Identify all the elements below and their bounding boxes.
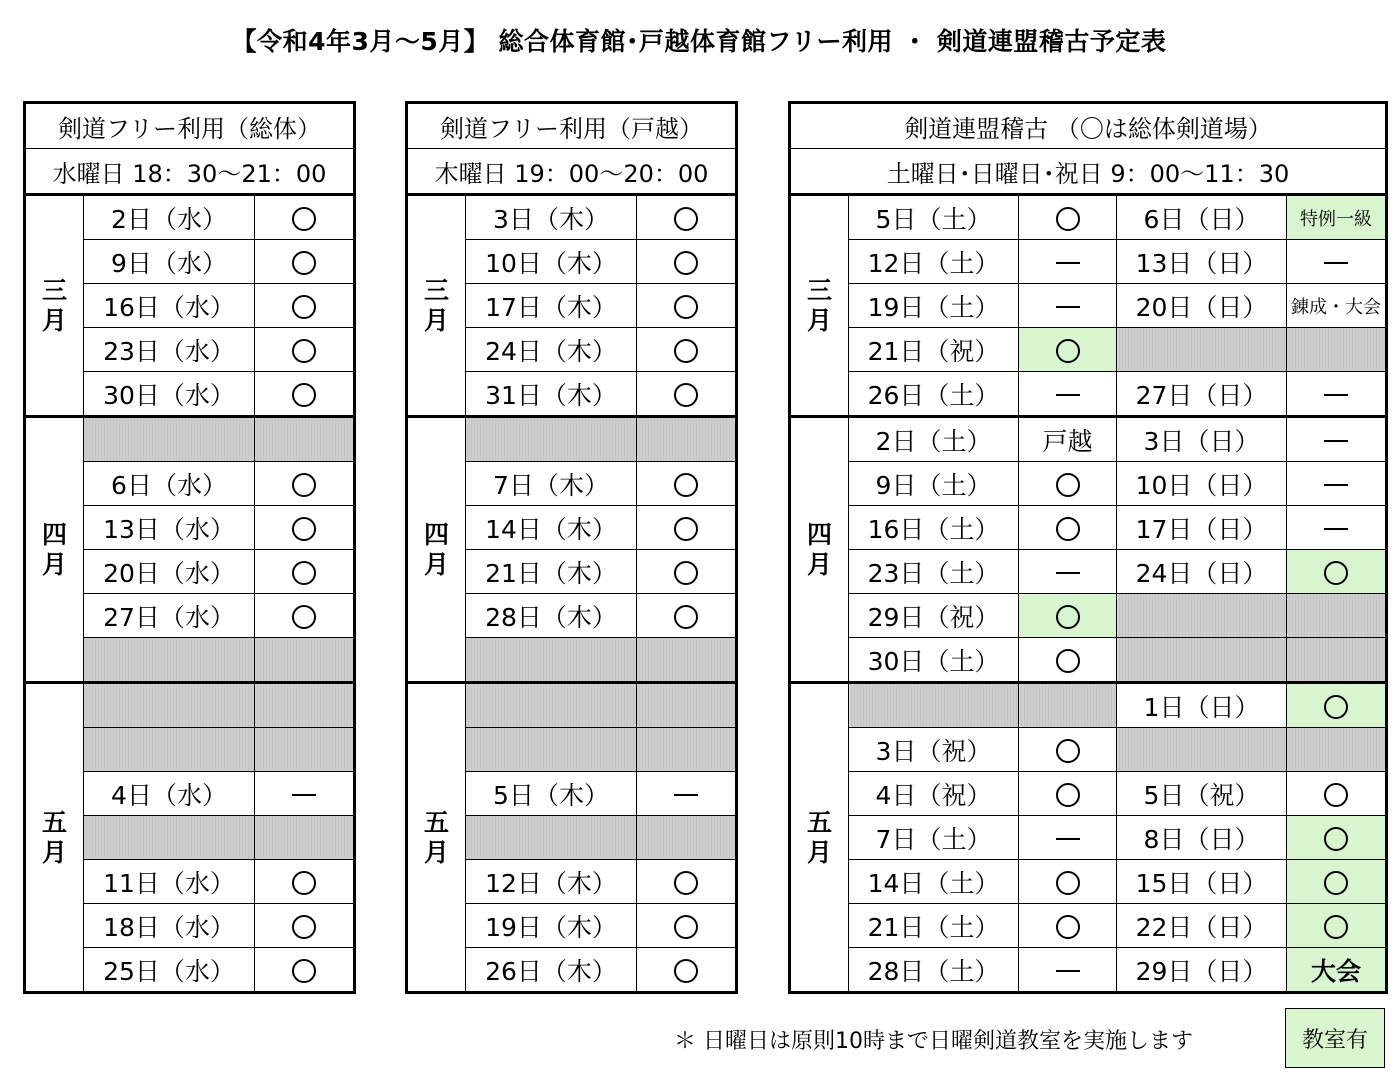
circle-mark-icon	[292, 473, 316, 497]
dash-mark-icon	[1056, 306, 1080, 309]
dash-mark-icon	[1324, 394, 1348, 397]
dash-mark-icon	[1324, 262, 1348, 265]
date-cell: 8日（日）	[1117, 816, 1287, 860]
date-cell: 7日（木）	[466, 462, 637, 506]
table-row	[790, 638, 1387, 683]
date-cell: 4日（祝）	[849, 772, 1019, 816]
schedule-time: 水曜日 18：30～21：00	[25, 149, 355, 195]
closed-cell	[1287, 328, 1387, 372]
circle-mark-icon	[674, 383, 698, 407]
table-row	[790, 683, 1387, 728]
date-cell: 5日（土）	[849, 195, 1019, 240]
circle-mark-icon	[292, 871, 316, 895]
circle-mark-icon	[674, 915, 698, 939]
circle-mark-icon	[674, 605, 698, 629]
status-cell	[637, 372, 737, 417]
status-cell	[255, 328, 355, 372]
date-cell: 28日（木）	[466, 594, 637, 638]
table-row	[790, 816, 1387, 860]
closed-cell	[466, 417, 637, 462]
dash-mark-icon	[1324, 484, 1348, 487]
status-cell	[1019, 728, 1117, 772]
status-cell	[255, 860, 355, 904]
closed-cell	[466, 638, 637, 683]
dash-mark-icon	[1056, 970, 1080, 973]
date-cell: 25日（水）	[84, 948, 255, 993]
closed-cell	[466, 683, 637, 728]
legend-classroom: 教室有	[1285, 1008, 1385, 1068]
circle-mark-icon	[1056, 871, 1080, 895]
table-row	[25, 683, 355, 728]
circle-mark-icon	[1324, 561, 1348, 585]
date-cell: 5日（木）	[466, 772, 637, 816]
circle-mark-icon	[1056, 739, 1080, 763]
status-cell	[1019, 904, 1117, 948]
status-cell	[1019, 772, 1117, 816]
month-label: 五 月	[790, 683, 849, 993]
date-cell: 3日（祝）	[849, 728, 1019, 772]
dash-mark-icon	[1324, 440, 1348, 443]
month-label: 四 月	[25, 417, 84, 683]
table-free-use-togoshi	[405, 101, 738, 994]
date-cell: 7日（土）	[849, 816, 1019, 860]
status-cell	[1287, 417, 1387, 462]
status-cell	[255, 550, 355, 594]
circle-mark-icon	[1056, 783, 1080, 807]
dash-mark-icon	[1056, 838, 1080, 841]
table-header: 剣道フリー利用（戸越）	[407, 103, 737, 149]
closed-cell	[1287, 638, 1387, 683]
closed-cell	[1117, 728, 1287, 772]
status-text-cell: 特例一級	[1287, 195, 1387, 240]
date-cell: 13日（日）	[1117, 240, 1287, 284]
circle-mark-icon	[1056, 915, 1080, 939]
table-row	[790, 728, 1387, 772]
circle-mark-icon	[1056, 649, 1080, 673]
date-cell: 19日（木）	[466, 904, 637, 948]
circle-mark-icon	[674, 251, 698, 275]
date-cell: 23日（水）	[84, 328, 255, 372]
closed-cell	[84, 417, 255, 462]
status-cell	[637, 195, 737, 240]
date-cell: 14日（土）	[849, 860, 1019, 904]
status-cell	[637, 772, 737, 816]
date-cell: 24日（木）	[466, 328, 637, 372]
date-cell: 17日（日）	[1117, 506, 1287, 550]
circle-mark-icon	[292, 517, 316, 541]
date-cell: 13日（水）	[84, 506, 255, 550]
status-cell	[1019, 948, 1117, 993]
status-cell	[255, 594, 355, 638]
status-text-cell: 大会	[1287, 948, 1387, 993]
closed-cell	[849, 683, 1019, 728]
closed-cell	[637, 683, 737, 728]
status-cell	[1287, 550, 1387, 594]
closed-cell	[1287, 728, 1387, 772]
status-text-cell: 戸越	[1019, 417, 1117, 462]
status-cell	[1019, 550, 1117, 594]
dash-mark-icon	[292, 794, 316, 797]
date-cell: 1日（日）	[1117, 683, 1287, 728]
date-cell: 12日（木）	[466, 860, 637, 904]
date-cell: 24日（日）	[1117, 550, 1287, 594]
status-cell	[637, 240, 737, 284]
closed-cell	[255, 728, 355, 772]
closed-cell	[84, 816, 255, 860]
month-label: 三 月	[407, 195, 466, 417]
circle-mark-icon	[292, 339, 316, 363]
status-cell	[255, 948, 355, 993]
status-cell	[1287, 904, 1387, 948]
status-cell	[1287, 860, 1387, 904]
date-cell: 19日（土）	[849, 284, 1019, 328]
status-cell	[255, 772, 355, 816]
date-cell: 12日（土）	[849, 240, 1019, 284]
table-row	[407, 683, 737, 728]
circle-mark-icon	[292, 295, 316, 319]
table-row	[790, 328, 1387, 372]
date-cell: 9日（水）	[84, 240, 255, 284]
closed-cell	[637, 816, 737, 860]
date-cell: 30日（水）	[84, 372, 255, 417]
closed-cell	[255, 816, 355, 860]
status-cell	[1019, 860, 1117, 904]
status-cell	[1287, 683, 1387, 728]
circle-mark-icon	[1056, 517, 1080, 541]
status-cell	[1019, 462, 1117, 506]
date-cell: 10日（木）	[466, 240, 637, 284]
status-cell	[255, 372, 355, 417]
status-cell	[637, 948, 737, 993]
closed-cell	[255, 638, 355, 683]
table-row	[790, 240, 1387, 284]
closed-cell	[84, 683, 255, 728]
dash-mark-icon	[1324, 528, 1348, 531]
month-label: 三 月	[790, 195, 849, 417]
date-cell: 26日（土）	[849, 372, 1019, 417]
status-cell	[1019, 284, 1117, 328]
date-cell: 28日（土）	[849, 948, 1019, 993]
date-cell: 30日（土）	[849, 638, 1019, 683]
table-row	[790, 417, 1387, 462]
footnote: ＊ 日曜日は原則10時まで日曜剣道教室を実施します	[674, 1029, 1193, 1054]
status-cell	[637, 328, 737, 372]
circle-mark-icon	[674, 207, 698, 231]
circle-mark-icon	[1324, 783, 1348, 807]
date-cell: 26日（木）	[466, 948, 637, 993]
table-row	[790, 284, 1387, 328]
status-cell	[1287, 462, 1387, 506]
status-cell	[1019, 372, 1117, 417]
date-cell: 21日（祝）	[849, 328, 1019, 372]
date-cell: 23日（土）	[849, 550, 1019, 594]
circle-mark-icon	[1056, 473, 1080, 497]
circle-mark-icon	[674, 339, 698, 363]
circle-mark-icon	[1056, 207, 1080, 231]
date-cell: 2日（土）	[849, 417, 1019, 462]
month-label: 四 月	[407, 417, 466, 683]
table-row	[790, 550, 1387, 594]
status-cell	[1019, 506, 1117, 550]
month-label: 五 月	[407, 683, 466, 993]
status-cell	[1287, 240, 1387, 284]
dash-mark-icon	[674, 794, 698, 797]
status-text-cell: 錬成・大会	[1287, 284, 1387, 328]
status-cell	[255, 462, 355, 506]
circle-mark-icon	[1056, 339, 1080, 363]
status-cell	[255, 195, 355, 240]
dash-mark-icon	[1056, 262, 1080, 265]
status-cell	[1287, 372, 1387, 417]
status-cell	[637, 860, 737, 904]
date-cell: 21日（土）	[849, 904, 1019, 948]
date-cell: 16日（土）	[849, 506, 1019, 550]
table-row	[790, 772, 1387, 816]
table-row	[790, 372, 1387, 417]
circle-mark-icon	[292, 383, 316, 407]
closed-cell	[466, 728, 637, 772]
closed-cell	[637, 638, 737, 683]
date-cell: 10日（日）	[1117, 462, 1287, 506]
date-cell: 11日（水）	[84, 860, 255, 904]
table-row	[790, 904, 1387, 948]
table-row	[407, 195, 737, 240]
date-cell: 5日（祝）	[1117, 772, 1287, 816]
dash-mark-icon	[1056, 394, 1080, 397]
date-cell: 6日（水）	[84, 462, 255, 506]
date-cell: 29日（日）	[1117, 948, 1287, 993]
status-cell	[637, 462, 737, 506]
status-cell	[255, 506, 355, 550]
date-cell: 17日（木）	[466, 284, 637, 328]
date-cell: 27日（日）	[1117, 372, 1287, 417]
status-cell	[637, 904, 737, 948]
circle-mark-icon	[674, 295, 698, 319]
table-header: 剣道フリー利用（総体）	[25, 103, 355, 149]
date-cell: 18日（水）	[84, 904, 255, 948]
status-cell	[1019, 638, 1117, 683]
status-cell	[1287, 816, 1387, 860]
table-row	[790, 462, 1387, 506]
circle-mark-icon	[292, 207, 316, 231]
circle-mark-icon	[292, 959, 316, 983]
table-header: 剣道連盟稽古 （〇は総体剣道場）	[790, 103, 1387, 149]
status-cell	[255, 240, 355, 284]
month-label: 五 月	[25, 683, 84, 993]
circle-mark-icon	[292, 605, 316, 629]
circle-mark-icon	[1324, 695, 1348, 719]
status-cell	[1019, 816, 1117, 860]
date-cell: 31日（木）	[466, 372, 637, 417]
date-cell: 15日（日）	[1117, 860, 1287, 904]
dash-mark-icon	[1056, 572, 1080, 575]
date-cell: 16日（水）	[84, 284, 255, 328]
status-cell	[1019, 195, 1117, 240]
closed-cell	[1117, 328, 1287, 372]
table-row	[407, 417, 737, 462]
date-cell: 2日（水）	[84, 195, 255, 240]
date-cell: 27日（水）	[84, 594, 255, 638]
circle-mark-icon	[292, 915, 316, 939]
status-cell	[1019, 328, 1117, 372]
circle-mark-icon	[292, 251, 316, 275]
closed-cell	[637, 728, 737, 772]
closed-cell	[466, 816, 637, 860]
table-row	[790, 506, 1387, 550]
table-row	[790, 860, 1387, 904]
table-row	[790, 948, 1387, 993]
page-title: 【令和4年3月～5月】 総合体育館･戸越体育館フリー利用 ・ 剣道連盟稽古予定表	[231, 27, 1167, 56]
status-cell	[637, 594, 737, 638]
circle-mark-icon	[292, 561, 316, 585]
table-free-use-sotai	[23, 101, 356, 994]
status-cell	[637, 506, 737, 550]
date-cell: 3日（日）	[1117, 417, 1287, 462]
schedule-time: 土曜日･日曜日･祝日 9：00～11：30	[790, 149, 1387, 195]
status-cell	[1287, 772, 1387, 816]
closed-cell	[637, 417, 737, 462]
circle-mark-icon	[1324, 871, 1348, 895]
closed-cell	[1117, 638, 1287, 683]
date-cell: 20日（日）	[1117, 284, 1287, 328]
closed-cell	[255, 683, 355, 728]
circle-mark-icon	[674, 561, 698, 585]
status-cell	[637, 284, 737, 328]
status-cell	[637, 550, 737, 594]
schedule-time: 木曜日 19：00～20：00	[407, 149, 737, 195]
circle-mark-icon	[674, 871, 698, 895]
circle-mark-icon	[674, 517, 698, 541]
status-cell	[255, 904, 355, 948]
circle-mark-icon	[1324, 827, 1348, 851]
status-cell	[1019, 240, 1117, 284]
closed-cell	[1117, 594, 1287, 638]
table-row	[790, 594, 1387, 638]
circle-mark-icon	[674, 473, 698, 497]
month-label: 三 月	[25, 195, 84, 417]
date-cell: 3日（木）	[466, 195, 637, 240]
date-cell: 6日（日）	[1117, 195, 1287, 240]
closed-cell	[1019, 683, 1117, 728]
date-cell: 4日（水）	[84, 772, 255, 816]
date-cell: 20日（水）	[84, 550, 255, 594]
closed-cell	[84, 728, 255, 772]
closed-cell	[255, 417, 355, 462]
date-cell: 29日（祝）	[849, 594, 1019, 638]
status-cell	[1019, 594, 1117, 638]
table-kendo-renmei	[788, 101, 1388, 994]
date-cell: 22日（日）	[1117, 904, 1287, 948]
circle-mark-icon	[674, 959, 698, 983]
table-row	[790, 195, 1387, 240]
table-row	[25, 417, 355, 462]
date-cell: 9日（土）	[849, 462, 1019, 506]
circle-mark-icon	[1324, 915, 1348, 939]
month-label: 四 月	[790, 417, 849, 683]
closed-cell	[84, 638, 255, 683]
status-cell	[255, 284, 355, 328]
date-cell: 14日（木）	[466, 506, 637, 550]
date-cell: 21日（木）	[466, 550, 637, 594]
closed-cell	[1287, 594, 1387, 638]
circle-mark-icon	[1056, 605, 1080, 629]
status-cell	[1287, 506, 1387, 550]
table-row	[25, 195, 355, 240]
